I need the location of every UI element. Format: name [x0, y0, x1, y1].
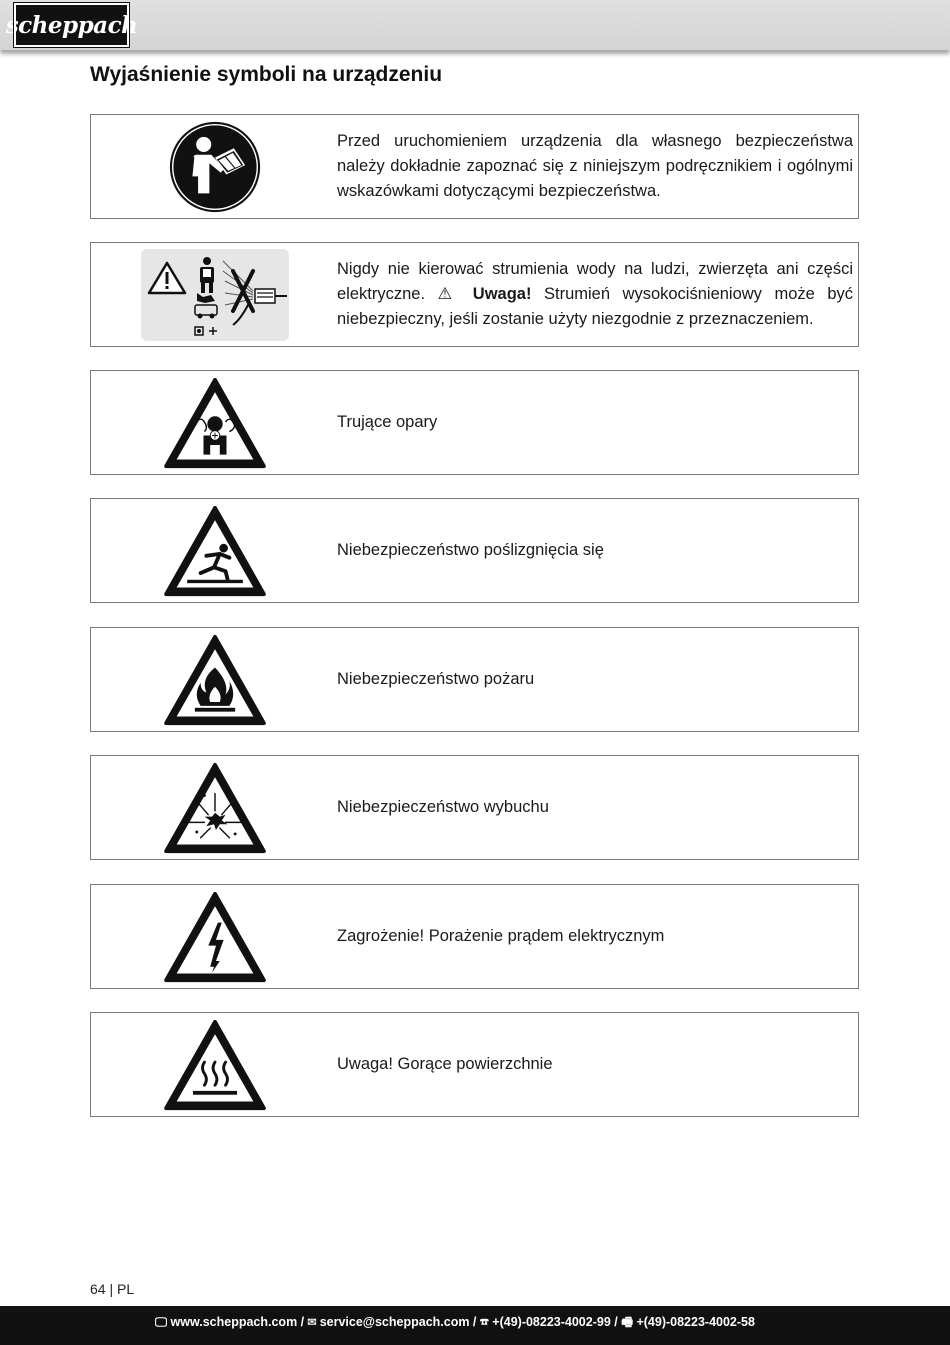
brand-logo: [5, 3, 138, 47]
symbol-row-slippery: [90, 498, 859, 603]
symbol-text: [337, 257, 853, 332]
symbol-text: Uwaga! Gorące powierzchnie: [337, 1055, 553, 1073]
hot-surface-icon: [141, 1019, 289, 1111]
symbol-row-hot-surface: [90, 1012, 859, 1117]
toxic-fumes-icon: [141, 377, 289, 469]
slippery-surface-icon: [141, 505, 289, 597]
symbol-text: Przed uruchomieniem urządzenia dla własnego bezpieczeństwa należy dokładnie zapoznać się z niniejszym podręcznikiem i ogólnymi wskazówkami dotyczącymi bezpieczeństwa.: [337, 132, 853, 200]
electric-shock-icon: [141, 891, 289, 983]
brand-logo-text: scheppach: [5, 11, 138, 39]
read-manual-icon: [141, 121, 289, 213]
symbol-text: Zagrożenie! Porażenie prądem elektrycznym: [337, 927, 665, 945]
symbol-row-explosion: [90, 755, 859, 860]
page-title: Wyjaśnienie symboli na urządzeniu: [90, 63, 443, 86]
symbol-row-fire: [90, 627, 859, 732]
header-bar: [0, 0, 950, 50]
symbol-text-part: Nigdy nie kierować strumienia wody na ludzi, zwierzęta ani części elektryczne. ⚠: [337, 260, 853, 303]
symbol-text: Niebezpieczeństwo pożaru: [337, 670, 535, 688]
symbol-row-electric-shock: [90, 884, 859, 989]
symbol-text: Niebezpieczeństwo wybuchu: [337, 798, 549, 816]
symbol-text: Niebezpieczeństwo poślizgnięcia się: [337, 541, 604, 559]
warning-label: Uwaga!: [472, 285, 532, 303]
footer-contact: 🖵 www.scheppach.com / ✉ service@scheppach.com / ☎ +(49)-08223-4002-99 / 🖷 +(49)-08223-4002-58: [155, 1315, 755, 1329]
fire-hazard-icon: [141, 634, 289, 726]
symbol-row-no-water-jet: [90, 242, 859, 347]
page-number: 64 | PL: [90, 1281, 135, 1297]
no-water-jet-icon: [141, 249, 289, 341]
symbol-text: Trujące opary: [337, 413, 438, 431]
symbol-text-part: Strumień wysokociśnieniowy może być niebezpieczny, jeśli zostanie użyty niezgodnie z przeznaczeniem.: [337, 285, 853, 328]
explosion-hazard-icon: [141, 762, 289, 854]
symbol-row-toxic-fumes: [90, 370, 859, 475]
symbol-row-read-manual: [90, 114, 859, 219]
